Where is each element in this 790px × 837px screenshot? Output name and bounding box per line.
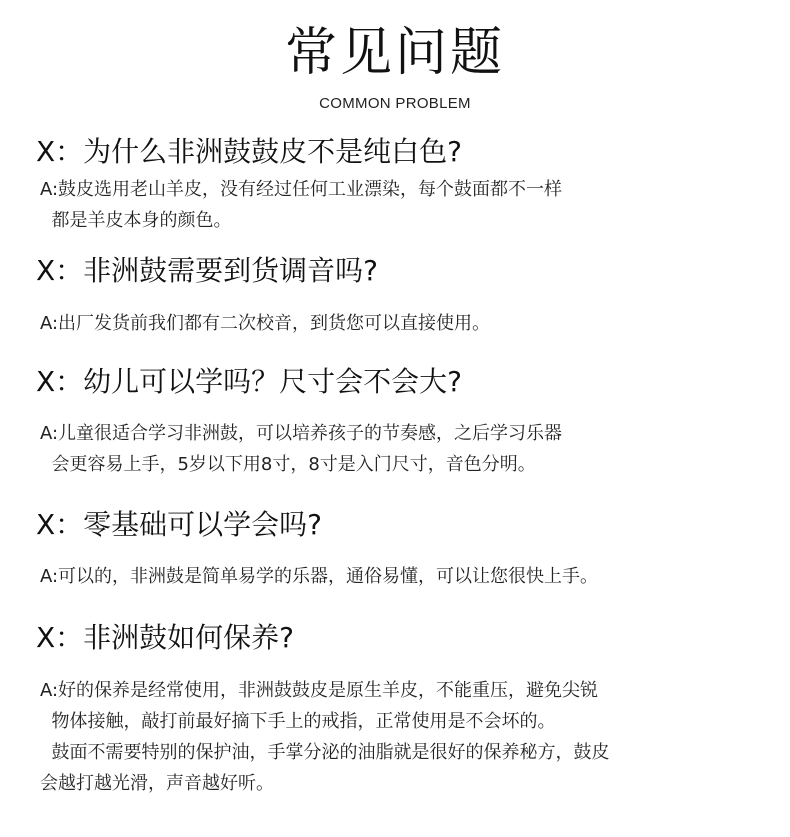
faq-question-4: X：零基础可以学会吗? <box>36 508 323 541</box>
faq-answer-line: 鼓面不需要特别的保护油，手掌分泌的油脂就是很好的保养秘方，鼓皮 <box>40 742 610 763</box>
faq-answer-4 <box>40 561 780 592</box>
faq-question-3: X：幼儿可以学吗？尺寸会不会大? <box>36 365 463 398</box>
faq-answer-3 <box>40 418 780 480</box>
faq-answer-line: 都是羊皮本身的颜色。 <box>40 210 232 231</box>
faq-answer-line: 会越打越光滑，声音越好听。 <box>40 773 274 794</box>
faq-question-5: X：非洲鼓如何保养? <box>36 621 295 654</box>
faq-answer-line: A:出厂发货前我们都有二次校音，到货您可以直接使用。 <box>40 313 491 334</box>
faq-answer-1 <box>40 174 780 236</box>
faq-question-1: X：为什么非洲鼓鼓皮不是纯白色? <box>36 135 463 168</box>
faq-answer-line: A:可以的，非洲鼓是简单易学的乐器，通俗易懂，可以让您很快上手。 <box>40 566 599 587</box>
faq-answer-line: 物体接触，敲打前最好摘下手上的戒指，正常使用是不会坏的。 <box>40 711 556 732</box>
faq-question-2: X：非洲鼓需要到货调音吗? <box>36 254 379 287</box>
page-title: 常见问题 <box>284 23 505 83</box>
faq-answer-line: 会更容易上手，5岁以下用8寸，8寸是入门尺寸，音色分明。 <box>40 454 536 475</box>
faq-answer-2 <box>40 308 780 339</box>
page-subtitle: COMMON PROBLEM <box>319 95 471 112</box>
faq-answer-line: A:儿童很适合学习非洲鼓，可以培养孩子的节奏感，之后学习乐器 <box>40 423 563 444</box>
faq-answer-line: A:好的保养是经常使用，非洲鼓鼓皮是原生羊皮，不能重压，避免尖锐 <box>40 680 599 701</box>
faq-answer-line: A:鼓皮选用老山羊皮，没有经过任何工业漂染，每个鼓面都不一样 <box>40 179 563 200</box>
faq-answer-5 <box>40 675 780 799</box>
